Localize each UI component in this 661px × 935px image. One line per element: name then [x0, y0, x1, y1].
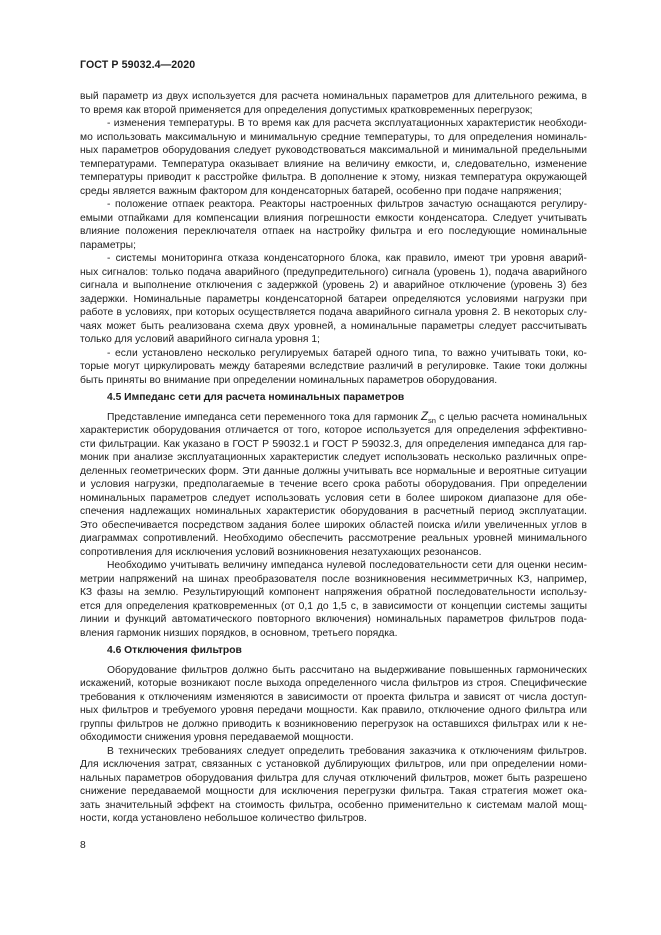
text-line: сти фильтрации. Как указано в ГОСТ Р 59032.1 и ГОСТ Р 59032.3, для определения импеданса для гар-: [80, 438, 587, 450]
text-line: диаграммах сопротивлений. Необходимо обеспечить рассмотрение реальных уровней минимального: [80, 533, 587, 544]
text-line: снижение передаваемой мощности для исключения перегрузки фильтра. Такая стратегия может ока-: [80, 786, 587, 797]
text-line: ных параметров оборудования следует руководствоваться максимальной и минимальной предельными: [80, 145, 587, 156]
text-line: ности, когда установлено небольшое количество фильтров.: [80, 813, 367, 824]
text-line: зать значительный эффект на стоимость фильтра, особенно применительно к системам малой мощ-: [80, 799, 587, 811]
text-line: работе в условиях, при которых осуществляется подача аварийного сигнала уровня 2. В некоторых слу-: [80, 307, 587, 318]
paragraph: [80, 745, 587, 826]
text-line: искажений, которые возникают после выхода определенного числа фильтров из строя. Специфические: [80, 678, 587, 689]
text-line: характеристик оборудования отличается от того, которое используется для определения эффективно-: [80, 425, 587, 436]
text-line: задержки. Номинальные параметры конденсаторной батареи определяются условиями нагрузки при: [80, 293, 587, 305]
section-heading: 4.6 Отключения фильтров: [107, 645, 242, 656]
text-fragment: Представление импеданса сети переменного тока для гармоник: [107, 411, 421, 423]
impedance-symbol: Z: [420, 410, 428, 423]
text-line: группы фильтров не должно приводить к возникновению перегрузок на оставшихся фильтрах или к не-: [80, 718, 587, 730]
text-line: только для условий аварийного сигнала уровня 1;: [80, 334, 320, 345]
text-line: сигнала и выполнение отключения с задержкой (уровень 2) и аварийное отключение (уровень 3) без: [80, 280, 587, 291]
text-line: вый параметр из двух используется для расчета номинальных параметров для длительного режима, в: [80, 91, 587, 102]
text-line: температуры приводит к расстройке фильтра. В дополнение к этому, низкая температура окружающей: [80, 172, 587, 183]
text-line: вления гармоник низших порядков, в основном, третьего порядка.: [80, 627, 398, 639]
text-line: обходимости снижения уровня передаваемой мощности.: [80, 732, 354, 743]
text-line: температурами. Температура оказывает влияние на величину емкости, и, следовательно, изменение: [80, 158, 587, 170]
text-line: Необходимо учитывать величину импеданса нулевой последовательности сети для оценки несим-: [107, 560, 587, 571]
section-heading: 4.5 Импеданс сети для расчета номинальных параметров: [107, 392, 405, 403]
text-line: требования к отключениям изменяются в зависимости от проекта фильтра и зависят от числа доступ-: [80, 691, 587, 703]
text-line: - изменения температуры. В то время как для расчета эксплуатационных характеристик необходи-: [107, 118, 587, 129]
text-line: моник при анализе эксплуатационных характеристик следует использовать несколько различных опре-: [80, 452, 587, 463]
paragraph: [80, 559, 587, 640]
paragraph: [80, 664, 587, 745]
paragraph: [80, 90, 587, 117]
text-line: ных сигналов: только подача аварийного (предупредительного) сигнала (уровень 1), подача аварийного: [80, 266, 587, 278]
page-number: 8: [80, 840, 86, 851]
text-fragment: с целью расчета номинальных: [435, 411, 587, 423]
text-line: номинальных параметров следует использовать условия сети в более широком диапазоне для обе-: [80, 492, 587, 504]
text-line: метрии напряжений на шинах преобразователя после возникновения несимметричных КЗ, например,: [80, 573, 587, 585]
impedance-subscript: sn: [427, 415, 436, 425]
text-line: быть приняты во внимание при определении номинальных параметров оборудования.: [80, 374, 498, 386]
paragraph: [80, 411, 587, 560]
text-line: КЗ фазы на землю. Результирующий компонент напряжения обратной последовательности использу-: [80, 587, 587, 598]
text-line: торые могут циркулировать между батареями вследствие различий в регулировке. Такие токи должны: [80, 361, 587, 372]
text-line: параметры;: [80, 239, 136, 251]
paragraph: [80, 117, 587, 198]
text-line: линии и функций автоматического повторного включения) номинальных параметров фильтров пода-: [80, 614, 587, 625]
text-line: - системы мониторинга отказа конденсаторного блока, как правило, имеют три уровня аварий-: [107, 253, 587, 264]
text-line: спечения надлежащих номинальных характеристик оборудования в расчетный период эксплуатации.: [80, 506, 587, 517]
document-body: [80, 90, 587, 826]
text-line: [80, 411, 587, 425]
text-line: деленных геометрических форм. Эти данные должны учитывать все нормальные и вероятные ситуации: [80, 465, 587, 477]
text-line: В технических требованиях следует определить требования заказчика к отключениям фильтров.: [107, 745, 587, 757]
text-line: Для исключения затрат, связанных с установкой дублирующих фильтров, или при определении номи-: [80, 759, 587, 770]
document-header: ГОСТ Р 59032.4—2020: [80, 59, 196, 71]
text-line: емыми отпайками для компенсации влияния погрешности емкости конденсатора. Следует учитывать: [80, 212, 587, 224]
text-line: Это обеспечивается посредством задания более широких областей поиска и/или увеличенных углов в: [80, 519, 587, 531]
text-line: ется для определения кратковременных (от 0,1 до 1,5 с, в зависимости от концепции системы защиты: [80, 600, 587, 612]
paragraph: [80, 252, 587, 347]
text-line: влияние положения переключателя отпаек на настройку фильтра и его последующие номинальные: [80, 226, 587, 237]
text-line: чаях может быть реализована схема двух уровней, а номинальные параметры следует рассчитывать: [80, 320, 587, 332]
text-line: сопротивления для исключения условий возникновения незатухающих резонансов.: [80, 546, 482, 558]
text-line: - если установлено несколько регулируемых батарей одного типа, то важно учитывать токи, ко-: [107, 347, 587, 359]
paragraph: [80, 198, 587, 252]
text-line: нальных параметров оборудования фильтра для случая отключений фильтров, может быть разрешено: [80, 772, 587, 784]
text-line: Оборудование фильтров должно быть рассчитано на выдерживание повышенных гармонических: [107, 664, 587, 676]
text-line: то время как второй применяется для определения допустимых кратковременных перегрузок;: [80, 104, 533, 116]
text-line: ных фильтров и требуемого уровня передачи мощности. Как правило, отключение одного фильтра или: [80, 705, 587, 716]
text-line: среды является важным фактором для конденсаторных батарей, особенно при подаче напряжения;: [80, 185, 562, 197]
text-line: - положение отпаек реактора. Реакторы настроенных фильтров зачастую оснащаются регулиру-: [107, 199, 587, 210]
text-line: мо использовать максимальную и минимальную средние температуры, то для определения номиналь-: [80, 131, 587, 143]
paragraph: [80, 347, 587, 388]
text-line: и условия нагрузки, предполагаемые в течение всего срока работы оборудования. При определении: [80, 479, 587, 490]
